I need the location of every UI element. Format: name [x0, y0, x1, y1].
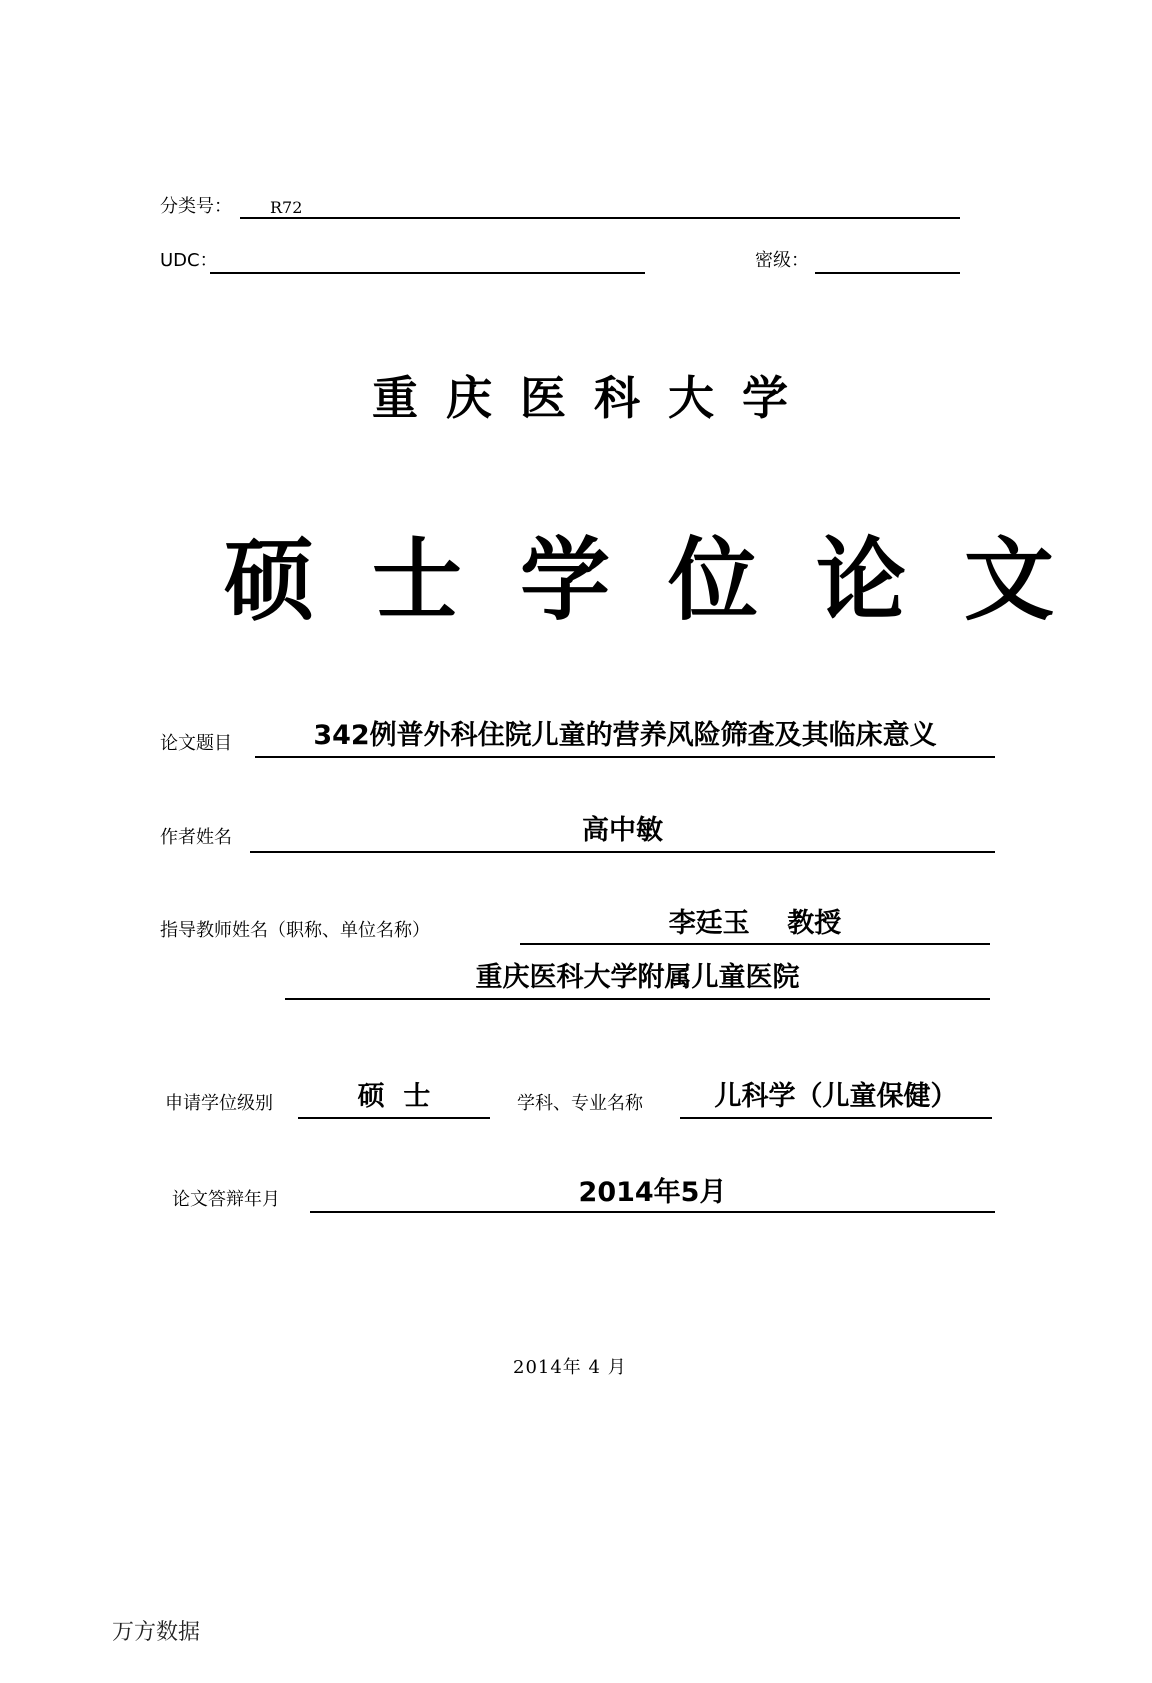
major-label: 学科、专业名称 — [517, 1093, 643, 1114]
document-type: 硕士学位论文 — [224, 527, 1112, 633]
secrecy-underline — [815, 272, 960, 274]
advisor-underline — [520, 943, 990, 945]
degree-value: 硕 士 — [357, 1081, 431, 1112]
defense-label: 论文答辩年月 — [172, 1189, 280, 1210]
classification-label: 分类号： — [160, 196, 232, 217]
title-label: 论文题目 — [160, 733, 232, 754]
major-underline — [680, 1117, 992, 1119]
udc-label: UDC： — [160, 250, 218, 271]
advisor-unit-underline — [285, 998, 990, 1000]
major-value: 儿科学（儿童保健） — [714, 1081, 958, 1112]
degree-label: 申请学位级别 — [165, 1093, 273, 1114]
university-name: 重庆医科大学 — [372, 371, 816, 425]
footer-watermark: 万方数据 — [112, 1620, 201, 1645]
defense-value: 2014年5月 — [578, 1177, 727, 1208]
advisor-value: 李廷玉 教授 — [668, 908, 842, 939]
degree-underline — [298, 1117, 490, 1119]
classification-underline — [240, 217, 960, 219]
title-value: 342例普外科住院儿童的营养风险筛查及其临床意义 — [313, 720, 937, 751]
classification-value: R72 — [270, 198, 303, 217]
defense-underline — [310, 1211, 995, 1213]
author-underline — [250, 851, 995, 853]
title-underline — [255, 756, 995, 758]
advisor-unit: 重庆医科大学附属儿童医院 — [475, 962, 800, 993]
author-label: 作者姓名 — [160, 827, 232, 848]
author-value: 高中敏 — [582, 815, 663, 846]
bottom-date: 2014年 4 月 — [513, 1357, 627, 1378]
secrecy-label: 密级： — [755, 250, 809, 271]
advisor-label: 指导教师姓名（职称、单位名称） — [160, 920, 430, 941]
udc-underline — [210, 272, 645, 274]
